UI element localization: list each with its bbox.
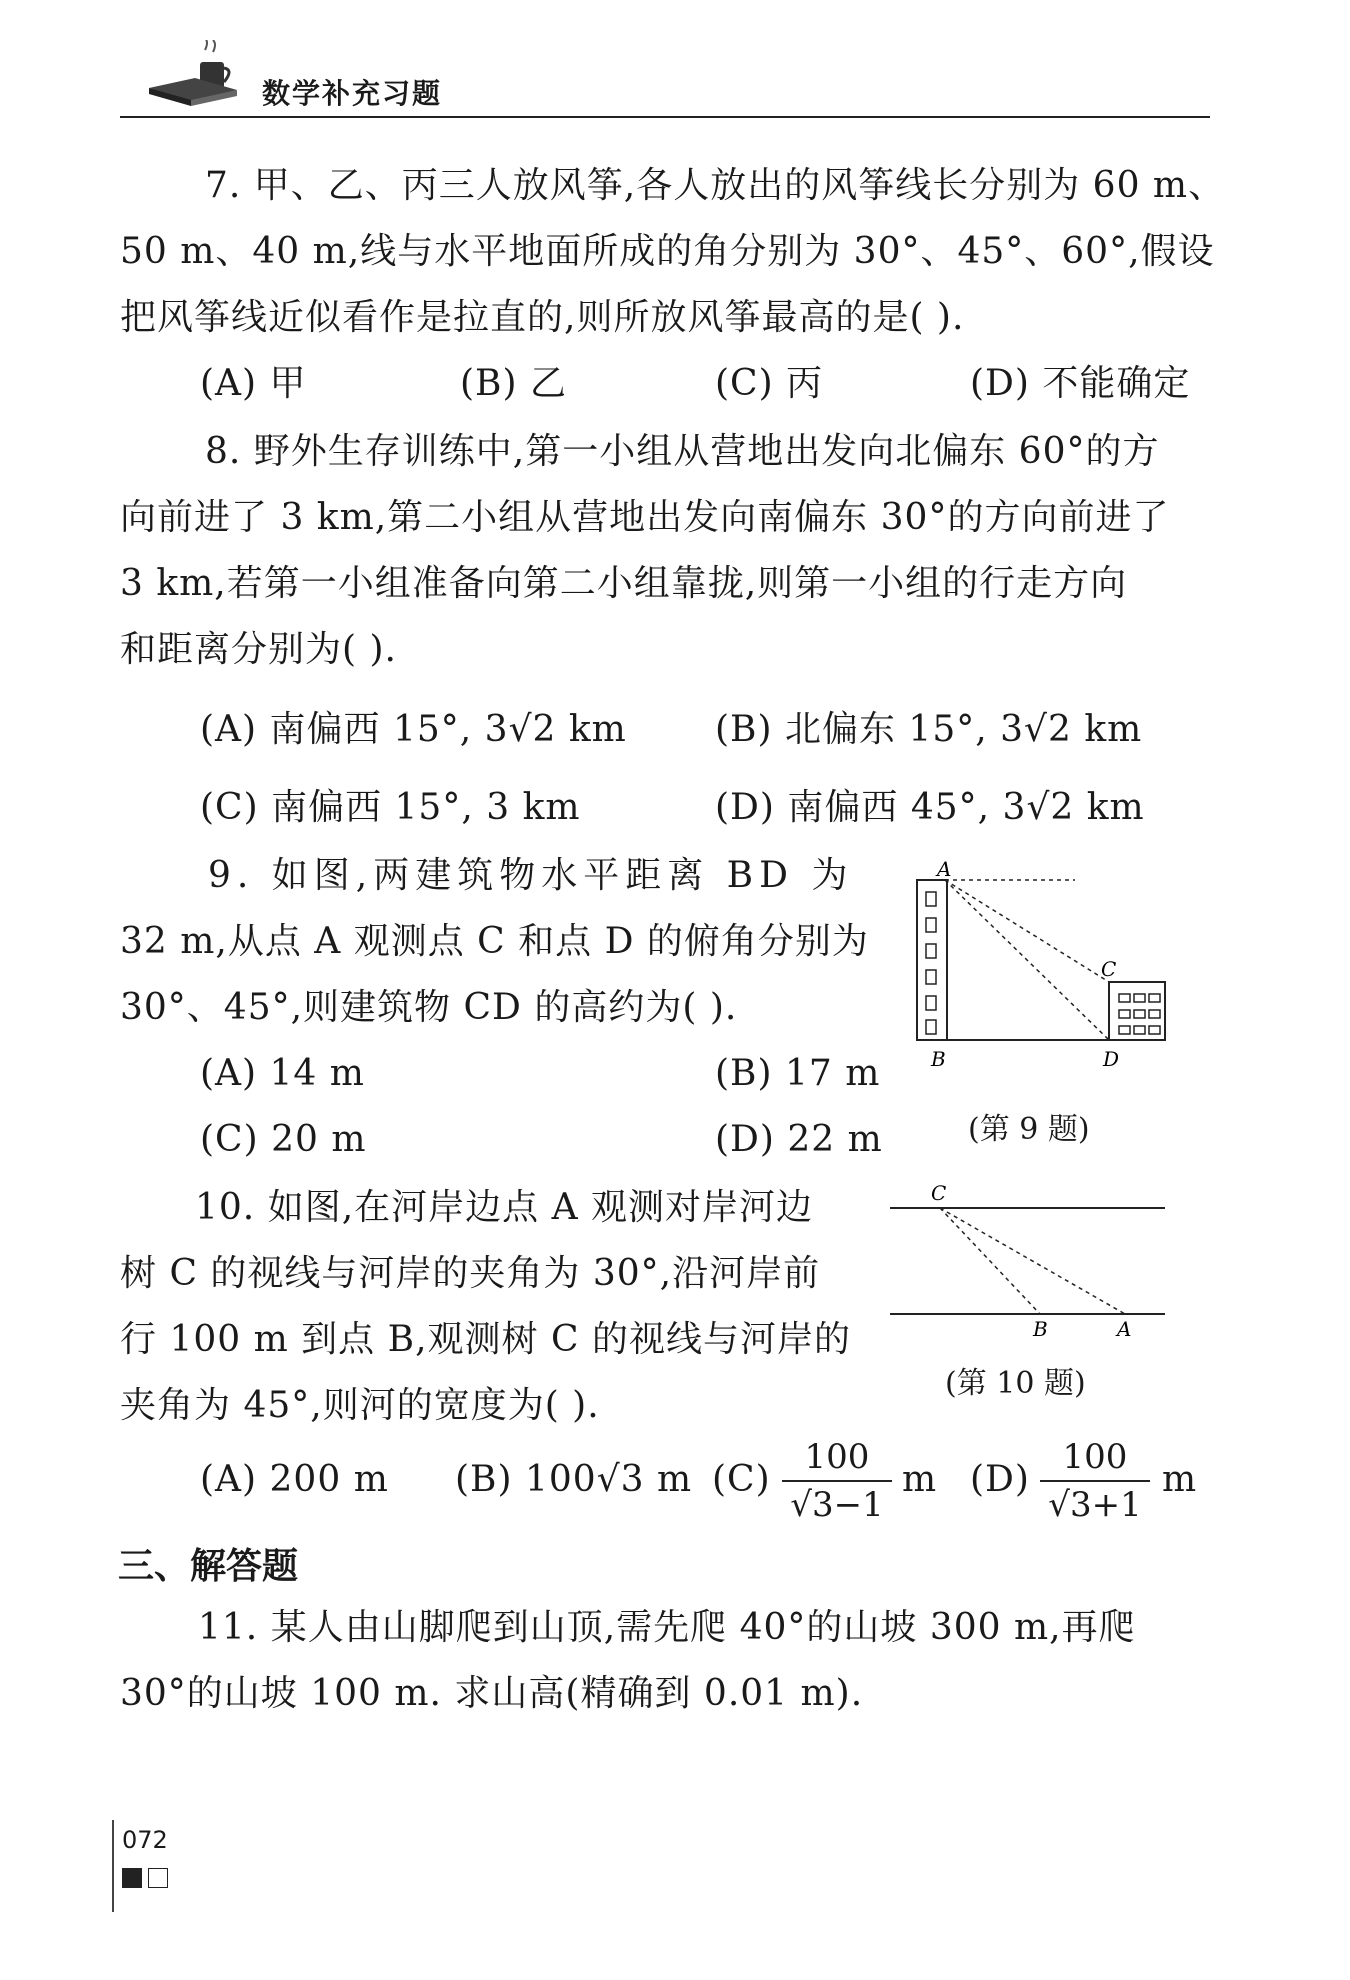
book-cup-icon (145, 40, 245, 110)
footer-square-filled (122, 1868, 142, 1888)
q10-option-c-numerator: 100 (804, 1437, 870, 1477)
q10-option-d-prefix: (D) (970, 1459, 1030, 1500)
q9-line-3: 30°、45°,则建筑物 CD 的高约为( ). (120, 987, 738, 1028)
q7-line-2: 50 m、40 m,线与水平地面所成的角分别为 30°、45°、60°,假设 (120, 231, 1215, 272)
q9-option-c: (C) 20 m (200, 1119, 367, 1160)
fig9-label-c: C (1101, 957, 1117, 981)
footer-square-empty (148, 1868, 168, 1888)
q9-line-2: 32 m,从点 A 观测点 C 和点 D 的俯角分别为 (120, 921, 869, 962)
fig10-label-c: C (931, 1181, 947, 1205)
q10-line-2: 树 C 的视线与河岸的夹角为 30°,沿河岸前 (120, 1253, 821, 1294)
figure-10-caption: (第 10 题) (945, 1366, 1086, 1401)
fig9-label-b: B (931, 1047, 946, 1071)
q8-option-b: (B) 北偏东 15°, 3√2 km (715, 709, 1143, 750)
q10-line-4: 夹角为 45°,则河的宽度为( ). (120, 1385, 600, 1426)
q11-line-2: 30°的山坡 100 m. 求山高(精确到 0.01 m). (120, 1673, 864, 1714)
q7-line-3: 把风筝线近似看作是拉直的,则所放风筝最高的是( ). (120, 297, 965, 338)
q7-line-1: 7. 甲、乙、丙三人放风筝,各人放出的风筝线长分别为 60 m、 (205, 165, 1226, 206)
q10-option-c-prefix: (C) (712, 1459, 771, 1500)
q8-line-1: 8. 野外生存训练中,第一小组从营地出发向北偏东 60°的方 (205, 431, 1160, 472)
q8-line-2: 向前进了 3 km,第二小组从营地出发向南偏东 30°的方向前进了 (120, 497, 1170, 538)
q8-line-4: 和距离分别为( ). (120, 629, 397, 670)
q7-option-b: (B) 乙 (460, 363, 567, 404)
header-logo (145, 40, 245, 110)
figure-9-buildings (905, 860, 1205, 1080)
q11-line-1: 11. 某人由山脚爬到山顶,需先爬 40°的山坡 300 m,再爬 (198, 1607, 1136, 1648)
fig9-label-d: D (1103, 1047, 1120, 1071)
q10-option-d-fraction (1040, 1437, 1150, 1525)
footer-rule (112, 1820, 114, 1912)
q9-option-a: (A) 14 m (200, 1053, 365, 1094)
q10-option-c-fraction (782, 1437, 892, 1525)
q10-option-a: (A) 200 m (200, 1459, 389, 1500)
q7-option-c: (C) 丙 (715, 363, 824, 404)
q10-option-d-unit: m (1162, 1459, 1198, 1500)
q10-option-c-denominator: √3−1 (790, 1485, 884, 1525)
q8-line-3: 3 km,若第一小组准备向第二小组靠拢,则第一小组的行走方向 (120, 563, 1128, 604)
q8-option-d: (D) 南偏西 45°, 3√2 km (715, 787, 1145, 828)
q7-option-a: (A) 甲 (200, 363, 307, 404)
header-title: 数学补充习题 (262, 77, 443, 110)
q9-option-d: (D) 22 m (715, 1119, 883, 1160)
q9-line-1: 9. 如图,两建筑物水平距离 BD 为 (208, 855, 854, 896)
q10-option-b: (B) 100√3 m (455, 1459, 693, 1500)
q10-option-c-unit: m (902, 1459, 938, 1500)
q9-option-b: (B) 17 m (715, 1053, 881, 1094)
q10-option-d-denominator: √3+1 (1048, 1485, 1142, 1525)
fig10-label-b: B (1033, 1317, 1048, 1340)
q8-option-c: (C) 南偏西 15°, 3 km (200, 787, 581, 828)
figure-9-caption: (第 9 题) (968, 1112, 1090, 1147)
q10-option-d-numerator: 100 (1062, 1437, 1128, 1477)
q10-line-3: 行 100 m 到点 B,观测树 C 的视线与河岸的 (120, 1319, 851, 1360)
section-title: 三、解答题 (118, 1546, 299, 1587)
fig10-label-a: A (1117, 1317, 1132, 1340)
q10-line-1: 10. 如图,在河岸边点 A 观测对岸河边 (195, 1187, 814, 1228)
q7-option-d: (D) 不能确定 (970, 363, 1191, 404)
header-rule (120, 116, 1210, 118)
page-number: 072 (122, 1826, 168, 1854)
q8-option-a: (A) 南偏西 15°, 3√2 km (200, 709, 627, 750)
fig9-label-a: A (937, 860, 952, 881)
figure-10-river (885, 1180, 1175, 1340)
